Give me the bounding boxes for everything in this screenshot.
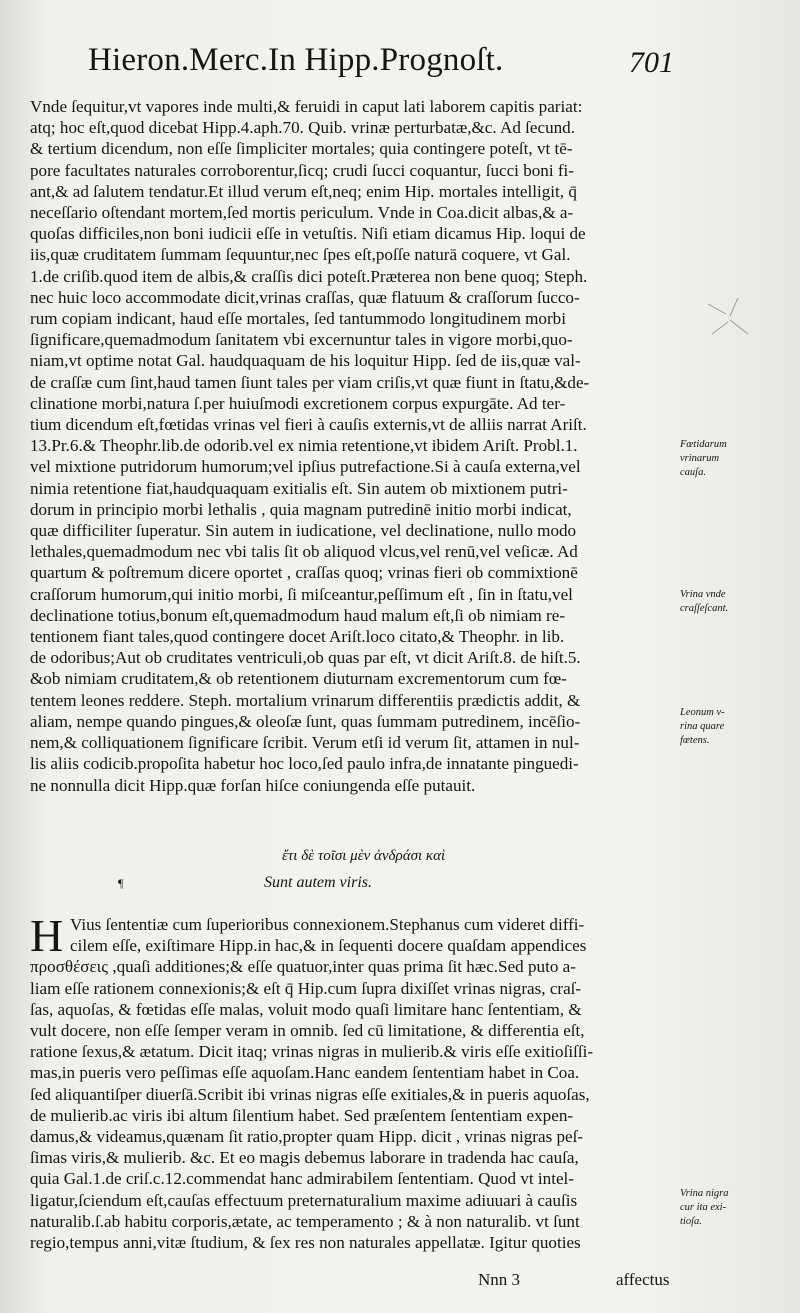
commentary-text-block xyxy=(30,96,678,796)
paper-blemish-mark xyxy=(700,290,760,350)
text-line: rum copiam indicant, haud eſſe mortales, ſed tantummodo longitudinem morbi xyxy=(30,309,566,329)
pilcrow-mark: ¶ xyxy=(118,876,124,890)
text-line: Vnde ſequitur,vt vapores inde multi,& feruidi in caput lati laborem capitis pariat: xyxy=(30,97,583,116)
text-line: ant,& ad ſalutem tendatur.Et illud verum eſt,neq; enim Hip. mortales intelligit, q̄ xyxy=(30,181,577,201)
text-line: mas,in pueris vero peſſimas eſſe aquoſam.Hanc eandem ſententiam habet in Coa. xyxy=(30,1063,580,1083)
catchword: affectus xyxy=(616,1270,670,1289)
margin-note-thick-urine xyxy=(680,588,790,616)
margin-note-line: Fœtidarum xyxy=(680,439,727,450)
text-line: de mulierib.ac viris ibi altum ſilentium habet. Sed præſentem ſententiam expen- xyxy=(30,1105,574,1125)
text-line: clinatione morbi,natura ſ.per huiuſmodi excretionem corpus expurgāte. Ad ter- xyxy=(30,393,566,413)
text-line: atq; hoc eſt,quod dicebat Hipp.4.aph.70. Quib. vrinæ perturbatæ,&c. Ad ſecund. xyxy=(30,118,575,138)
text-line: pore facultates naturales corroborentur,ſicq; crudi ſucci coquantur, ſucci boni fi- xyxy=(30,160,574,180)
text-line: nem,& colliquationem ſignificare ſcribit. Verum etſi id verum ſit, attamen in nul- xyxy=(30,733,580,753)
text-line: dorum in principio morbi lethalis , quia magnam putredinē initio morbi indicat, xyxy=(30,499,572,519)
text-line: declinatione totius,bonum eſt,quemadmodum haud malum eſt,ſi ob nimiam re- xyxy=(30,605,566,625)
text-line: quartum & poſtremum dicere oportet , craſſas quoq; vrinas fieri ob commixtionē xyxy=(30,563,578,583)
margin-note-lion-urine xyxy=(680,706,790,748)
text-line: ligatur,ſciendum eſt,cauſas effectuum preternaturalium maxime adiuuari à cauſis xyxy=(30,1190,578,1210)
text-line: nimia retentione fiat,haudquaquam exitialis eſt. Sin autem ob mixtionem putri- xyxy=(30,478,568,498)
text-line: & tertium dicendum, non eſſe ſimpliciter mortales; quia contingere poteſt, vt tē- xyxy=(30,139,573,159)
text-line: Vius ſententiæ cum ſuperioribus connexionem.Stephanus cum videret diffi- xyxy=(70,915,585,934)
margin-note-line: craſſeſcant. xyxy=(680,603,729,614)
margin-note-line: tioſa. xyxy=(680,1216,702,1227)
text-line: 13.Pr.6.& Theophr.lib.de odorib.vel ex nimia retentione,vt ibidem Ariſt. Probl.1. xyxy=(30,436,578,456)
text-line: iis,quæ cruditatem ſummam ſequuntur,nec ſpes eſt,poſſe naturā coquere, vt Gal. xyxy=(30,245,571,265)
margin-note-line: Leonum v- xyxy=(680,707,725,718)
text-line: quoſas difficiles,non boni iudicii eſſe in vetuſtis. Niſi etiam dicamus Hip. loqui de xyxy=(30,224,586,244)
text-line: quia Gal.1.de criſ.c.12.commendat hanc admirabilem ſententiam. Quod vt intel- xyxy=(30,1169,574,1189)
text-line: quæ difficiliter ſuperatur. Sin autem in iudicatione, vel declinatione, nullo modo xyxy=(30,521,577,541)
text-line: vel mixtione putridorum humorum;vel ipſius putrefactione.Si à cauſa externa,vel xyxy=(30,457,581,477)
text-line: vult docere, non eſſe ſemper veram in omnib. ſed cū limitatione, & differentia eſt, xyxy=(30,1021,585,1041)
margin-note-line: Vrina nigra xyxy=(680,1188,729,1199)
text-line: lethales,quemadmodum nec vbi talis ſit ob aliquod vlcus,vel renū,vel veſicæ. Ad xyxy=(30,542,578,562)
margin-note-line: vrinarum xyxy=(680,453,720,464)
latin-lemma: Sunt autem viris. xyxy=(264,874,372,891)
text-line: nec huic loco accommodate dicit,vrinas craſſas, quæ flatuum & craſſorum ſucco- xyxy=(30,287,580,307)
text-line: tium dicendum eſt,fœtidas vrinas vel fieri à cauſis externis,vt de alliis narrat Ariſt. xyxy=(30,415,587,435)
text-line: damus,& videamus,quænam ſit ratio,propter quam Hipp. dicit , vrinas nigras peſ- xyxy=(30,1127,584,1147)
text-line: lis aliis codicib.propoſita habetur hoc loco,ſed paulo infra,de innatante pinguedi- xyxy=(30,754,579,774)
text-line: tentem leones reddere. Steph. mortalium vrinarum differentiis prædictis addit, & xyxy=(30,690,581,710)
margin-note-black-urine xyxy=(680,1187,790,1229)
text-line: ſimas viris,& mulierib. &c. Et eo magis debemus laborare in tradenda hac cauſa, xyxy=(30,1148,579,1168)
text-line: naturalib.ſ.ab habitu corporis,ætate, ac temperamento ; & à non naturalib. vt ſunt xyxy=(30,1211,580,1231)
text-line: ſignificare,quemadmodum ſanitatem vbi excernuntur tales in vigore morbi,quo- xyxy=(30,330,573,350)
text-line: tentionem fiant tales,quod contingere docet Ariſt.loco citato,& Theophr. in lib. xyxy=(30,627,565,647)
margin-note-line: fœtens. xyxy=(680,735,710,746)
text-line: aliam, nempe quando pingues,& oleoſæ ſunt, quas ſummam putredinem, incēſio- xyxy=(30,711,581,731)
text-line: neceſſario oſtendant mortem,ſed mortis periculum. Vnde in Coa.dicit albas,& a- xyxy=(30,203,574,223)
margin-note-line: Vrina vnde xyxy=(680,589,726,600)
text-line: προσθέσεις ,quaſi additiones;& eſſe quatuor,inter quas prima ſit hæc.Sed puto a- xyxy=(30,957,576,977)
text-line: ne nonnulla dicit Hipp.quæ forſan hiſce coniungenda eſſe putauit. xyxy=(30,775,476,795)
commentary-text-block-2 xyxy=(30,910,678,1253)
page-number: 701 xyxy=(629,46,674,79)
drop-cap-initial: H xyxy=(30,910,64,961)
text-line: de odoribus;Aut ob cruditates ventriculi,ob quas par eſt, vt dicit Ariſt.8. de hiſt.5. xyxy=(30,648,581,668)
text-line: ſas, aquoſas, & fœtidas eſſe malas, voluit modo quaſi limitare hanc ſententiam, & xyxy=(30,999,582,1019)
greek-lemma: ἔτι δὲ τοῖσι μὲν ἀνδράσι καὶ xyxy=(282,848,446,864)
margin-note-line: cauſa. xyxy=(680,467,706,478)
text-line: de craſſæ cum ſint,haud tamen ſiunt tales per viam criſis,vt quæ fiunt in ſtatu,&de- xyxy=(30,372,590,392)
text-line: 1.de criſib.quod item de albis,& craſſis dici poteſt.Præterea non bene quoq; Steph. xyxy=(30,266,588,286)
text-line: liam eſſe rationem connexionis;& eſt q̄ Hip.cum ſupra dixiſſet vrinas nigras, craſ- xyxy=(30,978,582,998)
printer-signature-mark: Nnn 3 xyxy=(478,1270,521,1289)
text-line: craſſorum humorum,qui initio morbi, ſi miſceantur,peſſimum eſt , ſin in ſtatu,vel xyxy=(30,584,573,604)
text-line: ratione ſexus,& ætatum. Dicit itaq; vrinas nigras in mulierib.& viris eſſe exitioſiſſi- xyxy=(30,1042,594,1062)
margin-note-line: cur ita exi- xyxy=(680,1202,727,1213)
text-line: ſed aliquantiſper diuerſā.Scribit ibi vrinas nigras eſſe exitiales,& in pueris aquoſas, xyxy=(30,1084,590,1104)
margin-note-foetid-urine xyxy=(680,438,790,480)
text-line: &ob nimiam cruditatem,& ob retentionem diuturnam excrementorum cum fœ- xyxy=(30,669,567,689)
text-line: niam,vt optime notat Gal. haudquaquam de his loquitur Hipp. ſed de iis,quæ val- xyxy=(30,351,581,371)
running-head-title: Hieron.Merc.In Hipp.Prognoſt. xyxy=(88,42,504,78)
text-line: regio,tempus anni,vitæ ſtudium, & ſex res non naturales appellatæ. Igitur quoties xyxy=(30,1233,581,1253)
margin-note-line: rina quare xyxy=(680,721,725,732)
text-line: cilem eſſe, exiſtimare Hipp.in hac,& in ſequenti docere quaſdam appendices xyxy=(70,936,587,956)
